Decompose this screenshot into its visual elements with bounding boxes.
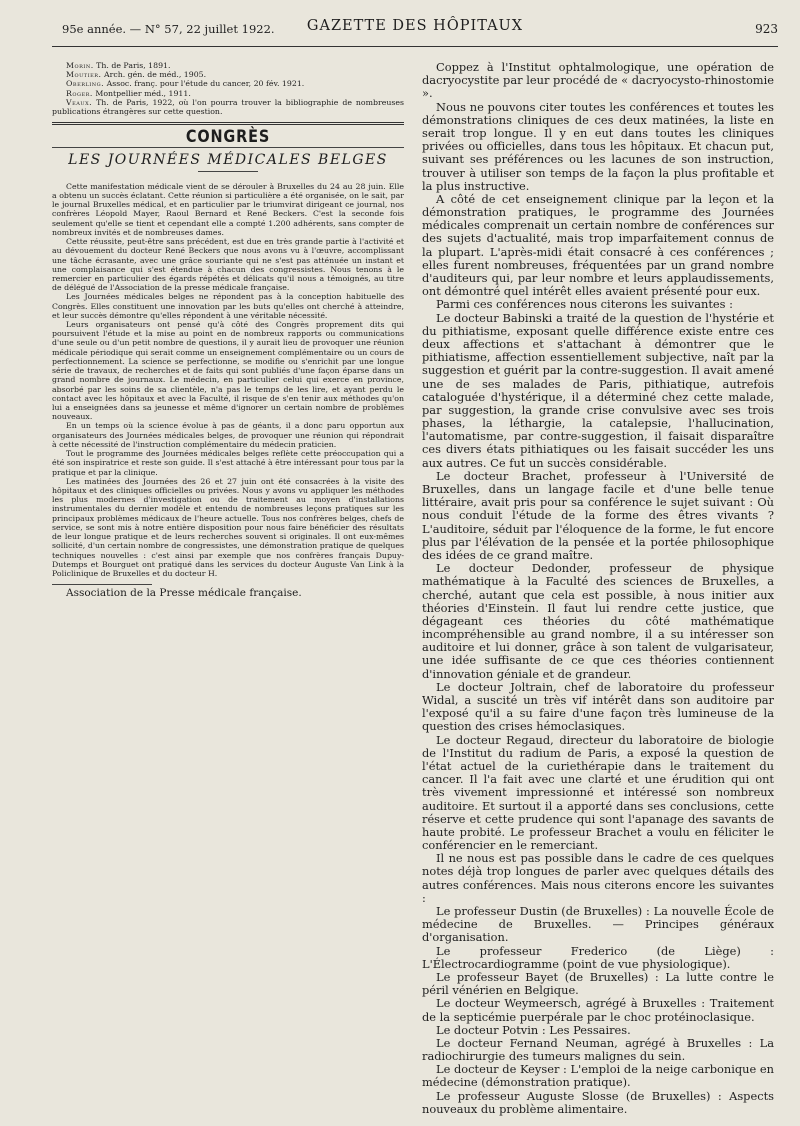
paragraph: En un temps où la science évolue à pas de géants, il a donc paru opportun aux organisateurs des Journées médicales belges, de provoquer une réunion qui répondrait à cette nécessité de l'instruction complémentaire du médecin praticien.: [52, 421, 404, 449]
paragraph: Il ne nous est pas possible dans le cadre de ces quelques notes déjà trop longues de parler avec quelques détails des autres conférences. Mais nous citerons encore les suivantes :: [422, 851, 774, 905]
paragraph: Cette manifestation médicale vient de se dérouler à Bruxelles du 24 au 28 juin. Elle a obtenu un succès éclatant. Cette réunion si particulière a été organisée, on le sait, par le journal Bruxelles médical, et en particulier par le triumvirat dirigeant ce journal, nos confrères Léopold Mayer, Raoul Bernard et René Beckers. C'est la seconde fois seulement qu'elle se tient et cependant elle a compté 1.200 adhérents, sans compter de nombreux invités et de nombreuses dames.: [52, 181, 404, 237]
reference-source: Assoc. franç. pour l'étude du cancer, 20 fév. 1921.: [104, 79, 305, 89]
page-header: [52, 18, 778, 40]
reference-source: Montpellier méd., 1911.: [92, 88, 191, 98]
paragraph: Nous ne pouvons citer toutes les conférences et toutes les démonstrations cliniques de ces deux matinées, la liste en serait trop longue. Il y en eut dans toutes les cliniques privées ou officielles, dans tous les hôpitaux. Et chacun put, suivant ses préférences ou les lacunes de son instruction, trouver à utiliser son temps de la façon la plus profitable et la plus instructive.: [422, 99, 774, 193]
paragraph: Cette réussite, peut-être sans précédent, est due en très grande partie à l'activité et au dévouement du docteur René Beckers que nous avons vu à l'œuvre, accomplissant une tâche écrasante, avec une grâce souriante qui ne s'est pas atténuée un instant et une complaisance qui s'est étendue à chacun des congressistes. Nous tenons à le remercier en particulier des égards répétés et délicats qu'il nous a témoignés, au titre de délégué de l'Association de la presse médicale française.: [52, 237, 404, 293]
section-title: CONGRÈS: [185, 127, 271, 148]
paragraph: Parmi ces conférences nous citerons les suivantes :: [436, 297, 733, 312]
paragraph: Le professeur Bayet (de Bruxelles) : La lutte contre le péril vénérien en Belgique.: [422, 969, 774, 998]
section-rule-top: [52, 122, 404, 125]
reference-item: [52, 98, 404, 116]
paragraph: A côté de cet enseignement clinique par la leçon et la démonstration pratiques, le programme des Journées médicales comprenait un certain nombre de conférences sur des sujets d'actualité, mais trop imparfaitement connus de la plupart. L'après-midi était consacré à ces conférences ; elles furent nombreuses, fréquentées par un grand nombre d'auditeurs qui, par leur nombre et leurs applaudissements, ont démontré quel intérêt elles avaient présenté pour eux.: [422, 191, 774, 299]
reference-author: Veaux.: [66, 97, 93, 107]
right-article-body: [422, 61, 774, 1116]
header-rule: [52, 46, 778, 47]
reference-item: [52, 61, 404, 70]
left-article-body: [52, 182, 404, 578]
paragraph: Le docteur Joltrain, chef de laboratoire du professeur Widal, a suscité un très vif intérêt dans son auditoire par l'exposé qu'il a su faire d'une façon très lumineuse de la question des crises hémoclasiques.: [422, 679, 774, 734]
reference-author: Morin.: [66, 61, 94, 70]
reference-item: [52, 79, 404, 88]
footnote-rule: [52, 584, 152, 585]
columns: [52, 61, 778, 1116]
paragraph: Tout le programme des Journées médicales belges reflète cette préoccupation qui a été son inspiratrice et reste son guide. Il s'est attaché à être intéressant pour tous par la pratique et par la clinique.: [52, 449, 404, 477]
paragraph: Le professeur Frederico (de Liège) : L'Électrocardiogramme (point de vue physiologique).: [422, 943, 774, 971]
reference-author: Roger.: [66, 88, 93, 98]
reference-source: Arch. gén. de méd., 1905.: [101, 70, 207, 80]
journal-title: GAZETTE DES HÔPITAUX: [306, 18, 524, 34]
paragraph: Le professeur Auguste Slosse (de Bruxelles) : Aspects nouveaux du problème alimentaire.: [422, 1088, 774, 1116]
paragraph: Le docteur Weymeersch, agrégé à Bruxelles : Traitement de la septicémie puerpérale par le choc protéinoclasique.: [422, 996, 774, 1024]
footnote: Association de la Presse médicale française.: [66, 587, 302, 600]
reference-item: [52, 89, 404, 98]
paragraph: Le professeur Dustin (de Bruxelles) : La nouvelle École de médecine de Bruxelles. — Principes généraux d'organisation.: [422, 904, 774, 945]
article-title: LES JOURNÉES MÉDICALES BELGES: [68, 151, 388, 168]
reference-item: [52, 70, 404, 79]
reference-author: Oberling.: [66, 79, 105, 89]
reference-author: Moutier.: [66, 70, 102, 80]
paragraph: Le docteur Fernand Neuman, agrégé à Bruxelles : La radiochirurgie des tumeurs malignes du sein.: [422, 1035, 774, 1064]
paragraph: Coppez à l'Institut ophtalmologique, une opération de dacryocystite par leur procédé de « dacryocysto-rhinostomie ».: [422, 60, 774, 101]
left-column: [52, 61, 404, 1116]
reference-list: [52, 61, 404, 116]
paragraph: Les matinées des Journées des 26 et 27 juin ont été consacrées à la visite des hôpitaux et des cliniques officielles ou privées. Nous y avons vu appliquer les méthodes les plus modernes d'investigation ou de traitement au moyen d'installations instrumentales du dernier modèle et entendu de nombreuses leçons pratiques sur les principaux problèmes médicaux de l'heure actuelle. Tous nos confrères belges, chefs de service, se sont mis à notre entière disposition pour nous faire bénéficier des résultats de leur longue pratique et de leurs recherches souvent si originales. Il ont eux-mêmes sollicité, d'un certain nombre de congressistes, une démonstration pratique de quelques techniques nouvelles : c'est ainsi par exemple que nos confrères français Dupuy-Dutemps et Bourguet ont pratiqué dans les services du docteur Auguste Van Link à la Policlinique de Bruxelles et du docteur H.: [52, 476, 404, 578]
paragraph: Le docteur Brachet, professeur à l'Université de Bruxelles, dans un langage facile et d'une belle tenue littéraire, avait pris pour sa conférence le sujet suivant : Où nous conduit l'étude de la forme des êtres vivants ? L'auditoire, séduit par l'éloquence de la forme, le fut encore plus par l'élévation de la pensée et la portée philosophique des idées de ce grand maître.: [422, 468, 774, 562]
reference-source: Th. de Paris, 1891.: [93, 61, 171, 70]
reference-source: Th. de Paris, 1922, où l'on pourra trouver la bibliographie de nombreuses publications étrangères sur cette question.: [52, 97, 404, 117]
page-number: 923: [755, 22, 778, 36]
paragraph: Leurs organisateurs ont pensé qu'à côté des Congrès proprement dits qui poursuivent l'étude et la mise au point en de nombreux rapports ou communications d'une seule ou d'un petit nombre de questions, il y aurait lieu de provoquer une réunion médicale périodique qui serait comme un enseignement complémentaire ou un cours de perfectionnement. La science se perfectionne, se modifie ou s'enrichit par une longue série de travaux, de recherches et de faits qui sont publiés d'une façon éparse dans un grand nombre de journaux. Le médecin, en particulier celui qui exerce en province, absorbé par les soins de sa clientèle, n'a pas le temps de les lire, et ayant perdu le contact avec les hôpitaux et avec la Faculté, il risque de s'en tenir aux méthodes qu'on lui a enseignées dans sa jeunesse et même d'ignorer un certain nombre de problèmes nouveaux.: [52, 320, 404, 422]
paragraph: Le docteur Potvin : Les Pessaires.: [436, 1022, 631, 1037]
title-underline: [198, 171, 258, 172]
paragraph: Le docteur Babinski a traité de la question de l'hystérie et du pithiatisme, exposant quelle différence existe entre ces deux affections et s'attachant à démontrer que le pithiatisme, affection essentiellement subjective, naît par la suggestion et guérit par la contre-suggestion. Il avait amené une de ses malades de Paris, pithiatique, autrefois cataloguée d'hystérique, il a déterminé chez cette malade, par suggestion, la grande crise convulsive avec ses trois phases, la léthargie, la catalepsie, l'hallucination, l'automatisme, par contre-suggestion, il faisait disparaître ces divers états pithiatiques ou les faisait succéder les uns aux autres. Ce fut un succès considérable.: [422, 310, 774, 470]
paragraph: Les Journées médicales belges ne répondent pas à la conception habituelle des Congrès. Elles constituent une innovation par les buts qu'elles ont cherché à atteindre, et leur succès démontre qu'elles répondent à une véritable nécessité.: [52, 292, 404, 320]
paragraph: Le docteur de Keyser : L'emploi de la neige carbonique en médecine (démonstration pratique).: [422, 1062, 774, 1090]
issue-line: 95e année. — N° 57, 22 juillet 1922.: [62, 22, 275, 36]
right-column: [422, 61, 774, 1116]
paragraph: Le docteur Regaud, directeur du laboratoire de biologie de l'Institut du radium de Paris, a exposé la question de l'état actuel de la curiethérapie dans le traitement du cancer. Il l'a fait avec une clarté et une érudition qui ont très vivement impressionné et intéressé son nombreux auditoire. Et surtout il a apporté dans ses conclusions, cette réserve et cette prudence qui sont l'apanage des savants de haute probité. Le professeur Brachet a voulu en féliciter le conférencier en le remerciant.: [422, 732, 774, 853]
paragraph: Le docteur Dedonder, professeur de physique mathématique à la Faculté des sciences de Bruxelles, a cherché, autant que cela est possible, à nous initier aux théories d'Einstein. Il faut lui rendre cette justice, que dégageant ces théories du côté mathématique incompréhensible au grand nombre, il a su intéresser son auditoire et lui donner, grâce à son talent de vulgarisateur, une idée suffisante de ce que ces théories contiennent d'innovation géniale et de grandeur.: [422, 561, 774, 681]
